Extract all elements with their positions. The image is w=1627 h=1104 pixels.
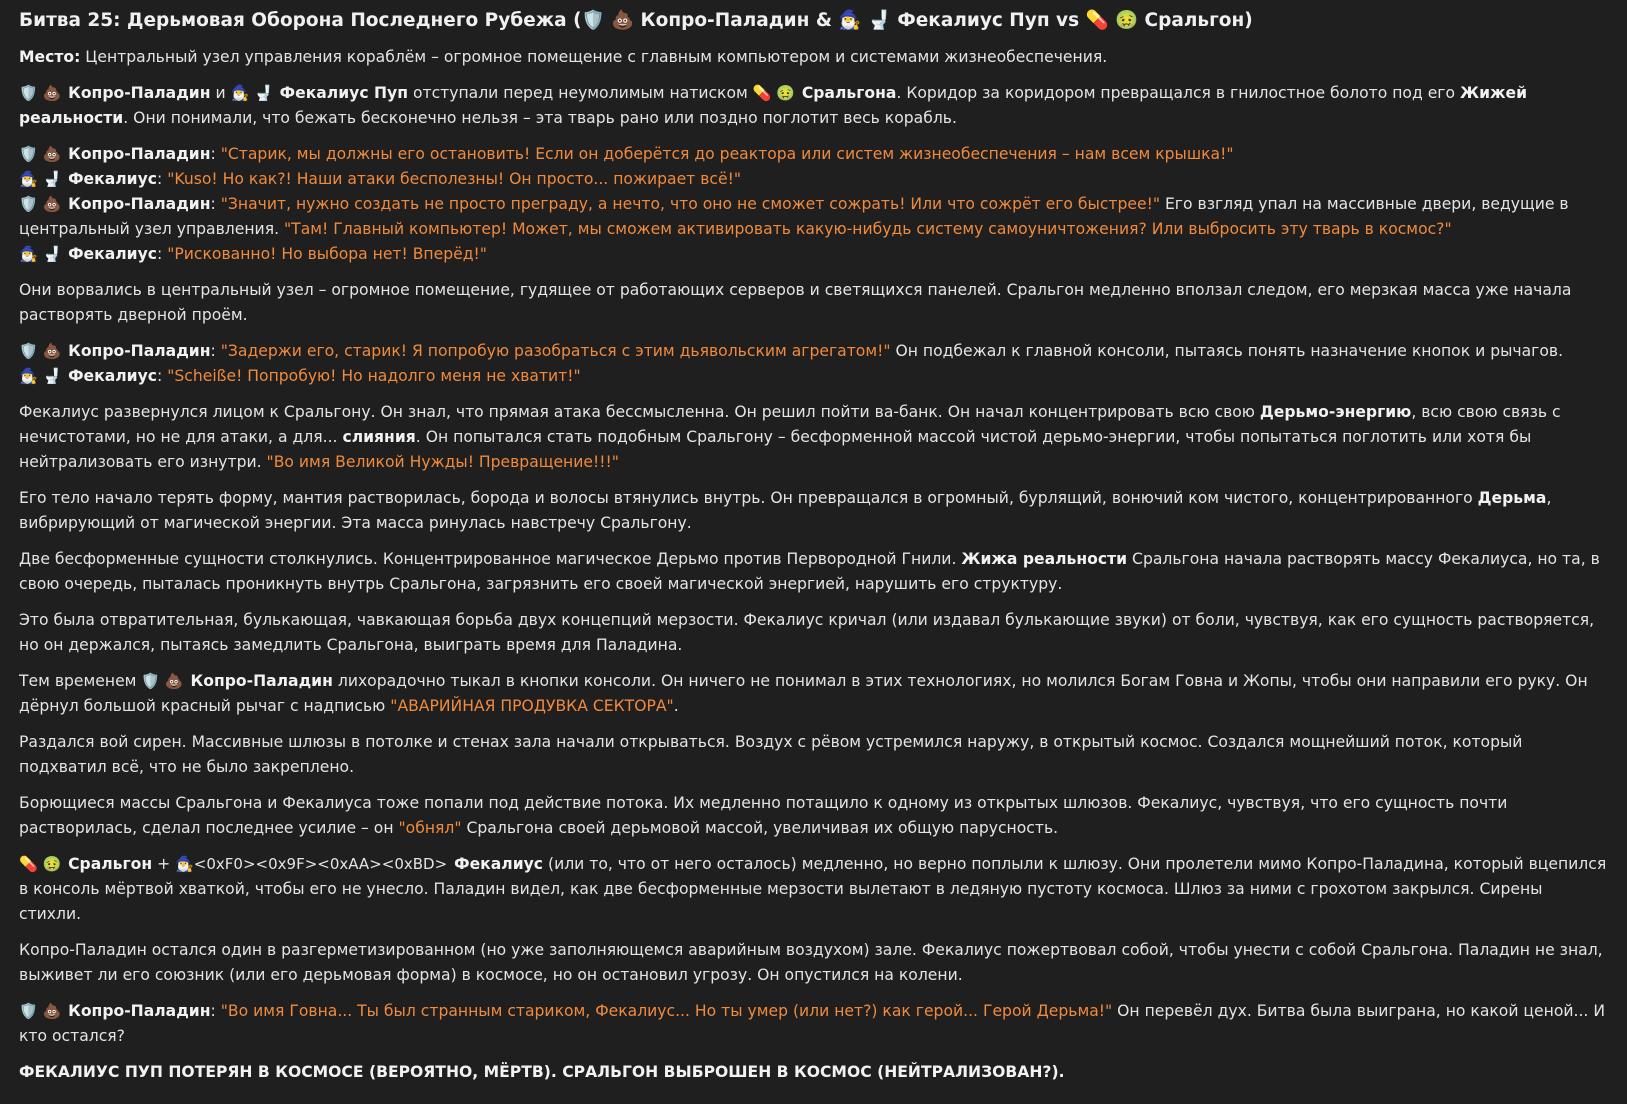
narration-paragraph [19,669,1607,719]
place-paragraph [19,45,1607,70]
fekalius-emoji: 🧙‍♂️ 🚽 [19,367,62,385]
sralgon-emoji: 💊 🤢 [752,84,795,102]
dialogue-quote: "Kuso! Но как?! Наши атаки бесполезны! Он просто... пожирает всё!" [167,170,742,188]
narration-paragraph [19,400,1607,475]
speaker-name: Копро-Паладин [68,145,211,163]
dialogue-quote: "Во имя Говна... Ты был странным стариком, Фекалиус... Но ты умер (или нет?) как герой... Герой Дерьма!" [220,1002,1113,1020]
intro-paragraph [19,81,1607,131]
text-run: . Они понимали, что бежать бесконечно нельзя – эта тварь рано или поздно поглотит весь корабль. [123,109,957,127]
dialogue-quote: "Scheiße! Попробую! Но надолго меня не хватит!" [167,367,581,385]
dialogue-quote: "Значит, нужно создать не просто преграду, а нечто, что оно не сможет сожрать! Или что сожрёт его быстрее!" [220,195,1160,213]
dialogue-line: 🛡️ 💩 Копро-Паладин: "Старик, мы должны его остановить! Если он доберётся до реактора или систем жизнеобеспечения – нам всем крышка!" [19,142,1607,167]
bold-term: Жижа реальности [961,550,1128,568]
battle-title: Битва 25: Дерьмовая Оборона Последнего Рубежа (🛡️ 💩 Копро-Паладин & 🧙‍♂️ 🚽 Фекалиус Пуп vs 💊 🤢 Сральгон) [19,10,1253,31]
text-run: Фекалиус развернулся лицом к Сральгону. Он знал, что прямая атака бессмысленна. Он решил пойти ва-банк. Он начал концентрировать всю свою [19,403,1260,421]
narration-paragraph [19,852,1607,927]
narration-text: Он подбежал к главной консоли, пытаясь понять назначение кнопок и рычагов. [890,342,1564,360]
speaker-name: Фекалиус [68,367,157,385]
dialogue-line: 🛡️ 💩 Копро-Паладин: "Задержи его, старик! Я попробую разобраться с этим дьявольским агрегатом!" Он подбежал к главной консоли, пытаясь понять назначение кнопок и рычагов. [19,339,1607,364]
paladin-name: Копро-Паладин [68,84,211,102]
bold-term: слияния [342,428,416,446]
dialogue-quote: "Во имя Великой Нужды! Превращение!!!" [266,453,619,471]
text-run: , всю свою связь с нечистотами, но не для атаки, а для... [19,403,1561,446]
reality-slime-term: Жижей реальности [19,84,1528,127]
final-status [19,1060,1607,1085]
dialogue-line: 🛡️ 💩 Копро-Паладин: "Значит, нужно создать не просто преграду, а нечто, что оно не сможет сожрать! Или что сожрёт его быстрее!" Его взгляд упал на массивные двери, ведущие в центральный узел управления. "Там! Главный компьютер! Может, мы сможем активировать какую-нибудь систему самоуничтожения? Или выбросить эту тварь в космос?" [19,192,1607,242]
speaker-name: Фекалиус [68,170,157,188]
dialogue-quote: "Задержи его, старик! Я попробую разобраться с этим дьявольским агрегатом!" [220,342,891,360]
narration-text: Он перевёл дух. Битва была выиграна, но какой ценой... И кто остался? [19,1002,1605,1045]
paladin-emoji: 🛡️ 💩 [19,342,62,360]
text-run: отступали перед неумолимым натиском [407,84,753,102]
dialogue-line: 🧙‍♂️ 🚽 Фекалиус: "Kuso! Но как?! Наши атаки бесполезны! Он просто... пожирает всё!" [19,167,1607,192]
narration-paragraph [19,486,1607,536]
fekalius-emoji: 🧙‍♂️ 🚽 [19,245,62,263]
text-run: и [210,84,231,102]
fekalius-emoji: 🧙‍♂️ 🚽 [19,170,62,188]
speaker-name: Копро-Паладин [68,342,211,360]
bold-term: Копро-Паладин [190,672,333,690]
narration-paragraph: Это была отвратительная, булькающая, чавкающая борьба двух концепций мерзости. Фекалиус кричал (или издавал булькающие звуки) от боли, чувствуя, как его сущность растворяется, но он держался, пытаясь замедлить Сральгона, выиграть время для Паладина. [19,611,1595,654]
text-run: , вибрирующий от магической энергии. Эта масса ринулась навстречу Сральгону. [19,489,1552,532]
dialogue-quote: "Рискованно! Но выбора нет! Вперёд!" [167,245,487,263]
dialogue-quote: "АВАРИЙНАЯ ПРОДУВКА СЕКТОРА" [390,697,674,715]
text-run: + [152,855,176,873]
place-label: Место: [19,48,81,66]
dialogue-line: 🧙‍♂️ 🚽 Фекалиус: "Рискованно! Но выбора нет! Вперёд!" [19,242,1607,267]
dialogue-quote: "Старик, мы должны его остановить! Если он доберётся до реактора или систем жизнеобеспечения – нам всем крышка!" [220,145,1234,163]
text-run: Сральгона своей дерьмовой массой, увеличивая их общую парусность. [461,819,1059,837]
paladin-emoji: 🛡️ 💩 [141,672,184,690]
text-run: Тем временем [19,672,142,690]
speaker-name: Копро-Паладин [68,195,211,213]
narration-paragraph [19,547,1607,597]
narration-paragraph: Копро-Паладин остался один в разгерметизированном (но уже заполняющемся аварийным воздухом) зале. Фекалиус пожертвовал собой, чтобы унести с собой Сральгона. Паладин не знал, выживет ли его союзник (или его дерьмовая форма) в космосе, но он остановил угрозу. Он опустился на колени. [19,941,1603,984]
speaker-name: Копро-Паладин [68,1002,211,1020]
text-run: . [673,697,679,715]
text-run: . Коридор за коридором превращался в гнилостное болото под его [896,84,1460,102]
paladin-emoji: 🛡️ 💩 [19,195,62,213]
final-status-text: ФЕКАЛИУС ПУП ПОТЕРЯН В КОСМОСЕ (ВЕРОЯТНО, МЁРТВ). СРАЛЬГОН ВЫБРОШЕН В КОСМОС (НЕЙТРАЛИЗОВАН?). [19,1063,1065,1081]
narration-text: Его взгляд упал на массивные двери, ведущие в центральный узел управления. [19,195,1569,238]
bold-term: Дерьмо-энергию [1259,403,1412,421]
sralgon-emoji: 💊 🤢 [19,855,62,873]
dialogue-quote: "Там! Главный компьютер! Может, мы сможем активировать какую-нибудь систему самоуничтожения? Или выбросить эту тварь в космос?" [284,220,1452,238]
text-run: Его тело начало терять форму, мантия растворилась, борода и волосы втянулись внутрь. Он превращался в огромный, бурлящий, вонючий ком чистого, концентрированного [19,489,1478,507]
text-run: лихорадочно тыкал в кнопки консоли. Он ничего не понимал в этих технологиях, но молился Богам Говна и Жопы, чтобы они направили его руку. Он дёрнул большой красный рычаг с надписью [19,672,1588,715]
dialogue-line: 🛡️ 💩 Копро-Паладин: "Во имя Говна... Ты был странным стариком, Фекалиус... Но ты умер (или нет?) как герой... Герой Дерьма!" Он перевёл дух. Битва была выиграна, но какой ценой... И кто остался? [19,999,1607,1049]
narration-paragraph: Раздался вой сирен. Массивные шлюзы в потолке и стенах зала начали открываться. Воздух с рёвом устремился наружу, в открытый космос. Создался мощнейший поток, который подхватил всё, что не было закреплено. [19,733,1523,776]
paladin-emoji: 🛡️ 💩 [19,84,62,102]
dialogue-line: 🧙‍♂️ 🚽 Фекалиус: "Scheiße! Попробую! Но надолго меня не хватит!" [19,364,1607,389]
place-text: Центральный узел управления кораблём – огромное помещение с главным компьютером и системами жизнеобеспечения. [80,48,1108,66]
fekalius-emoji: 🧙‍♂️ 🚽 [230,84,273,102]
paladin-emoji: 🛡️ 💩 [19,145,62,163]
speaker-name: Фекалиус [68,245,157,263]
fekalius-broken-emoji: 🧙‍♂️<0xF0><0x9F><0xAA><0xBD> [175,855,448,873]
dialogue-quote: "обнял" [398,819,462,837]
narration-paragraph: Они ворвались в центральный узел – огромное помещение, гудящее от работающих серверов и светящихся панелей. Сральгон медленно вползал следом, его мерзкая масса уже начала растворять дверной проём. [19,281,1572,324]
bold-term: Фекалиус [454,855,544,873]
paladin-emoji: 🛡️ 💩 [19,1002,62,1020]
text-run: Борющиеся массы Сральгона и Фекалиуса тоже попали под действие потока. Их медленно потащило к одному из открытых шлюзов. Фекалиус, чувствуя, что его сущность почти растворилась, сделал последнее усилие – он [19,794,1508,837]
text-run: . Он попытался стать подобным Сральгону – бесформенной массой чистой дерьмо-энергии, чтобы попытаться поглотить или хотя бы нейтрализовать его изнутри. [19,428,1532,471]
sralgon-name: Сральгона [801,84,897,102]
narration-paragraph [19,791,1607,841]
fekalius-name: Фекалиус Пуп [279,84,408,102]
text-run: Сральгона начала растворять массу Фекалиуса, но та, в свою очередь, пыталась проникнуть внутрь Сральгона, загрязнить его своей магической энергией, нарушить его структуру. [19,550,1600,593]
text-run: (или то, что от него осталось) медленно, но верно поплыли к шлюзу. Они пролетели мимо Копро-Паладина, который вцепился в консоль мёртвой хваткой, чтобы его не унесло. Паладин видел, как две бесформенные мерзости вылетают в ледяную пустоту космоса. Шлюз за ними с грохотом закрылся. Сирены стихли. [19,855,1607,923]
text-run: Две бесформенные сущности столкнулись. Концентрированное магическое Дерьмо против Первородной Гнили. [19,550,962,568]
bold-term: Дерьма [1477,489,1547,507]
bold-term: Сральгон [68,855,153,873]
